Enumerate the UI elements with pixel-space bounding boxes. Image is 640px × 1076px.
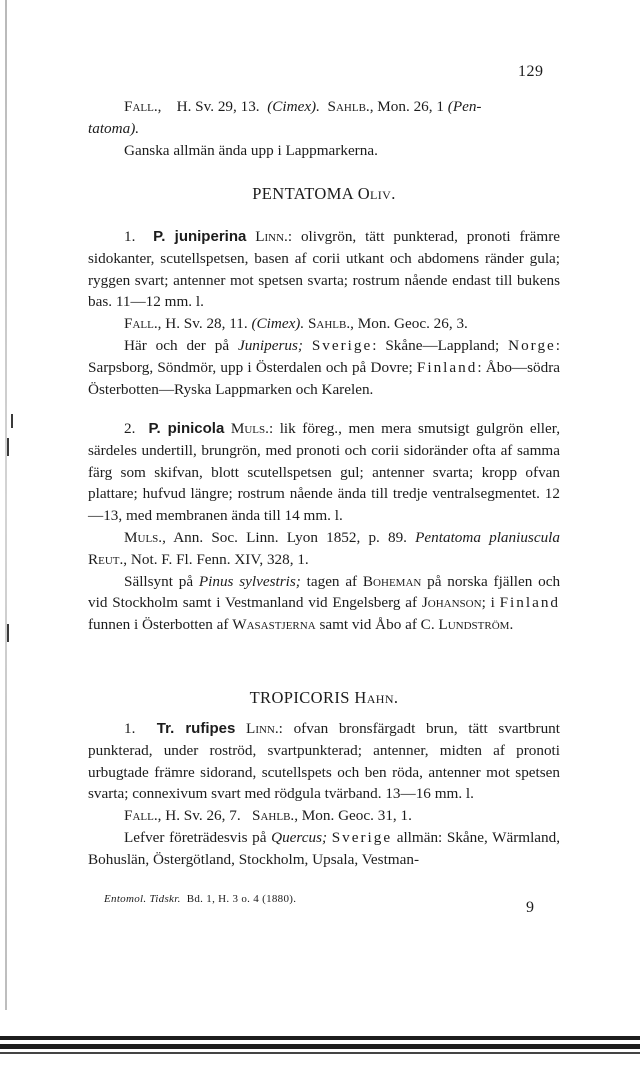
species-name: Tr. rufipes (156, 720, 236, 737)
reference-block (88, 96, 560, 161)
edge-mark (7, 624, 9, 642)
reference-line: tatoma). (88, 119, 140, 137)
species-name: P. pinicola (148, 420, 225, 437)
species-distribution: Lefver företrädesvis på Quercus; Sverige allmän: Skåne, Wärmland, Bohuslän, Östergötland, Stockholm, Upsala, Vestman- (88, 828, 561, 868)
species-distribution: Här och der på Juniperus; Sverige: Skåne—Lappland; Norge: Sarpsborg, Söndmör, upp i Österdalen och på Dovre; Finland: Åbo—södra Österbotten—Ryska Lappmarken och Karelen. (88, 336, 561, 398)
genus-heading-pentatoma: PENTATOMA Oliv. (252, 184, 396, 203)
species-distribution: Sällsynt på Pinus sylvestris; tagen af Boheman på norska fjällen och vid Stockholm samt i Vestmanland vid Engelsberg af Johanson; i Finland funnen i Österbotten af Wasastjerna samt vid Åbo af C. Lundström. (88, 572, 561, 634)
reference-line: Fall., H. Sv. 29, 13. (Cimex). Sahlb., Mon. 26, 1 (Pen- (124, 98, 482, 115)
species-entry-juniperina (88, 226, 560, 400)
species-entry-pinicola (88, 418, 560, 636)
edge-mark (11, 414, 13, 428)
footer-citation: Entomol. Tidskr. Bd. 1, H. 3 o. 4 (1880). (104, 893, 297, 905)
genus-heading-tropicoris: TROPICORIS Hahn. (249, 688, 399, 707)
species-name: P. juniperina (153, 228, 247, 245)
species-description: 2. P. pinicola Muls.: lik föreg., men mera smutsigt gulgrön eller, särdeles undertill, brungrön, med pronoti och corii sidoränder ofta af samma färg som skifvan, blott scutellspetsen gul; antenner svarta; kropp ofvan plattare; hufvud längre; rostrum nående ända till tredje ventralsegmentet. 12—13, med membranen ända till 14 mm. l. (88, 420, 560, 525)
species-reference: Muls., Ann. Soc. Linn. Lyon 1852, p. 89. Pentatoma planiuscula Reut., Not. F. Fl. Fenn. XIV, 328, 1. (88, 528, 560, 568)
page-number: 129 (518, 63, 544, 80)
bottom-rule (0, 1036, 640, 1040)
edge-mark (7, 438, 9, 456)
bottom-rule (0, 1044, 640, 1049)
species-description: 1. P. juniperina Linn.: olivgrön, tätt punkterad, pronoti främre sidokanter, scutellspetsen, basen af corii utkant och abdomens ränder gula; ryggen svart; antenner mot spetsen svarta; rostrum nående endast till bukens bas. 11—12 mm. l. (88, 228, 560, 311)
species-reference: Fall., H. Sv. 26, 7. Sahlb., Mon. Geoc. 31, 1. (124, 807, 412, 825)
bottom-rule (0, 1052, 640, 1054)
species-description: 1. Tr. rufipes Linn.: ofvan bronsfärgadt brun, tätt svartbrunt punkterad, under roströd, svartpunkterad; antenner, midten af pronoti urbugtade främre sidorand, scutellspets och ben röda, antenner mot spetsen svarta; connexivum svart med rödgula tvärband. 13—16 mm. l. (88, 720, 560, 803)
signature-mark: 9 (526, 899, 534, 916)
species-entry-rufipes (88, 718, 560, 871)
intro-paragraph: Ganska allmän ända upp i Lappmarkerna. (124, 141, 378, 159)
species-reference: Fall., H. Sv. 28, 11. (Cimex). Sahlb., Mon. Geoc. 26, 3. (124, 315, 468, 333)
left-margin-line (5, 0, 7, 1010)
